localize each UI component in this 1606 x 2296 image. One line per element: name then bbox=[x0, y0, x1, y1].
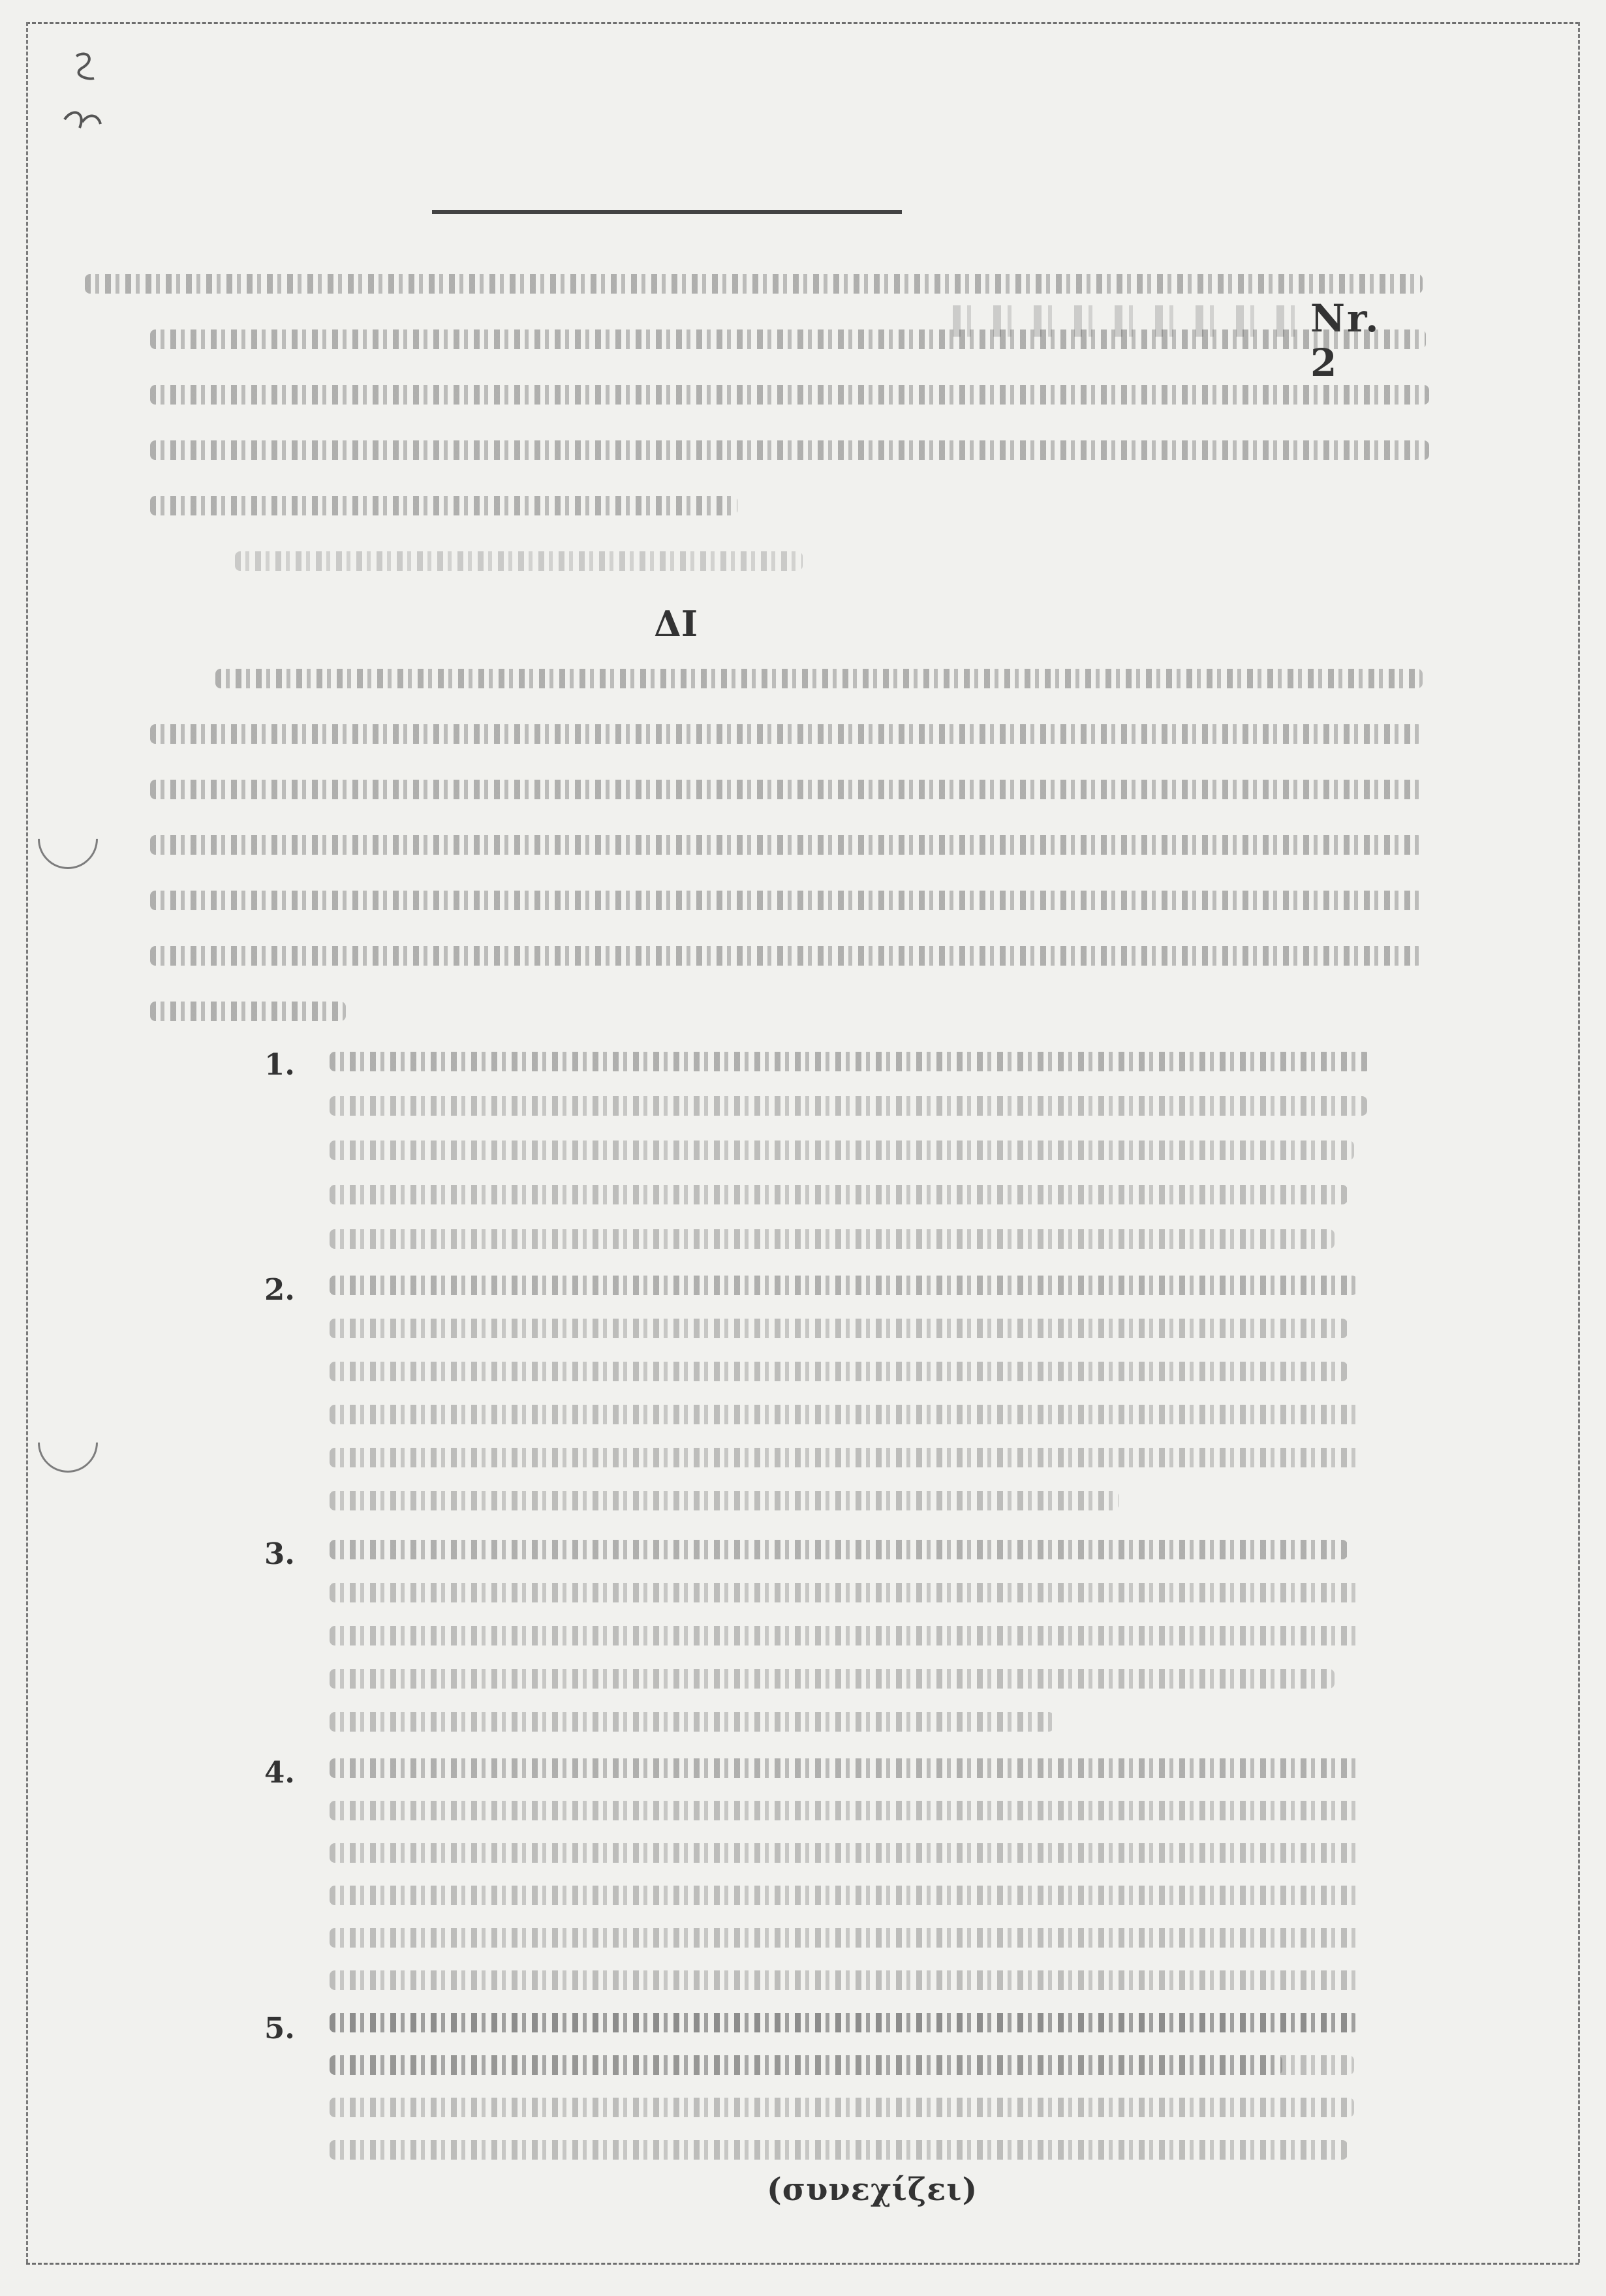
page-border-left bbox=[26, 22, 28, 2263]
illegible-text-line bbox=[330, 1276, 1357, 1295]
item-number: 3. bbox=[264, 1537, 295, 1571]
item-number: 4. bbox=[264, 1755, 295, 1790]
title-underline bbox=[432, 210, 902, 214]
illegible-text-line bbox=[150, 724, 1423, 744]
section-mark: ΔΙ bbox=[654, 603, 698, 645]
illegible-text-line bbox=[330, 2098, 1354, 2117]
illegible-text-line bbox=[150, 329, 1426, 349]
item-number: 1. bbox=[264, 1047, 295, 1082]
illegible-text-line bbox=[150, 385, 1429, 405]
page-border-bottom bbox=[26, 2263, 1579, 2265]
handwritten-mark bbox=[60, 47, 107, 145]
illegible-text-line bbox=[330, 1540, 1348, 1559]
illegible-text-line bbox=[330, 1758, 1361, 1778]
illegible-text-line bbox=[330, 2013, 1357, 2032]
illegible-text-line bbox=[330, 1140, 1354, 1160]
illegible-text-line bbox=[330, 1096, 1367, 1116]
illegible-text-line bbox=[330, 1669, 1335, 1689]
illegible-text-line bbox=[150, 1002, 346, 1021]
illegible-text-line bbox=[330, 1052, 1370, 1071]
illegible-text-line bbox=[85, 274, 1423, 294]
illegible-text-line bbox=[330, 1928, 1361, 1948]
illegible-text-line bbox=[215, 669, 1423, 688]
illegible-text-line bbox=[330, 1229, 1335, 1249]
punch-hole-mark bbox=[25, 1400, 110, 1485]
illegible-text-line bbox=[150, 780, 1423, 799]
illegible-text-line bbox=[330, 1448, 1361, 1467]
illegible-text-line bbox=[150, 946, 1423, 966]
illegible-text-line bbox=[330, 1801, 1361, 1820]
illegible-text-line bbox=[330, 2055, 1354, 2075]
illegible-text-line bbox=[150, 496, 737, 515]
illegible-text-line bbox=[330, 1185, 1348, 1204]
illegible-text-line bbox=[150, 440, 1429, 460]
item-number: 5. bbox=[264, 2011, 295, 2045]
punch-hole-mark bbox=[25, 797, 110, 881]
illegible-text-line bbox=[330, 1491, 1119, 1510]
illegible-text-line bbox=[150, 835, 1423, 855]
illegible-text-line bbox=[330, 1405, 1361, 1424]
illegible-text-line bbox=[330, 1362, 1348, 1381]
item-number: 2. bbox=[264, 1272, 295, 1307]
illegible-text-line bbox=[330, 1319, 1348, 1338]
illegible-text-line bbox=[330, 1583, 1361, 1602]
page-border-right bbox=[1578, 22, 1580, 2263]
illegible-text-line bbox=[330, 1970, 1361, 1990]
illegible-text-line bbox=[330, 1843, 1361, 1863]
page-border-top bbox=[26, 22, 1579, 24]
document-number: Nr. 2 bbox=[1310, 296, 1381, 385]
illegible-text-line bbox=[330, 1712, 1054, 1732]
illegible-text-line bbox=[330, 1886, 1361, 1905]
continued-marker: (συνεχίζει) bbox=[767, 2171, 978, 2208]
illegible-text-line bbox=[330, 1626, 1361, 1645]
illegible-text-line bbox=[330, 2140, 1348, 2160]
illegible-text-line bbox=[235, 551, 803, 571]
illegible-text-line bbox=[150, 891, 1423, 910]
